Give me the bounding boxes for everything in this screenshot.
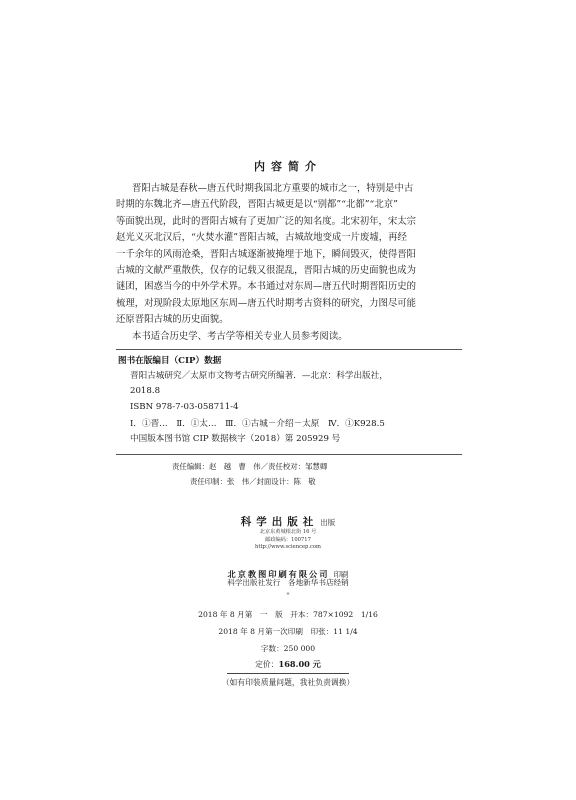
cip-line: 晋阳古城研究／太原市文物考古研究所编著．—北京：科学出版社，	[130, 371, 388, 382]
cip-block	[116, 354, 462, 447]
summary-line: 等面貌出现，此时的晋阳古城有了更加广泛的知名度。北宋初年，宋太宗	[116, 215, 417, 227]
price-underline	[227, 673, 349, 674]
publisher-address: 北京东黄城根北街 16 号	[259, 529, 317, 535]
summary-line: 一千余年的风雨沧桑，晋阳古城逐渐被掩埋于地下，瞬间毁灭，使得晋阳	[116, 248, 417, 260]
quality-notice: （如有印装质量问题，我社负责调换）	[221, 678, 355, 687]
summary-line: 时期的东魏北齐—唐五代阶段，晋阳古城更是以“别都”“北都”“北京”	[116, 199, 398, 211]
publisher-block	[0, 510, 576, 529]
summary-audience: 本书适合历史学、考古学等相关专业人员参考阅读。	[132, 330, 348, 342]
cip-heading: 图书在版编目（CIP）数据	[118, 356, 222, 366]
publisher-postcode: 邮政编码：100717	[265, 537, 311, 543]
cip-isbn: ISBN 978-7-03-058711-4	[130, 401, 239, 412]
summary-line: 谜团，困惑当今的中外学术界。本书通过对东周—唐五代时期晋阳历史的	[116, 281, 417, 293]
wordcount: 字数：250 000	[260, 644, 316, 653]
distribution: 科学出版社发行 各地新华书店经销	[227, 578, 349, 587]
price-value: 168.00 元	[278, 659, 321, 669]
printer-name: 北京教图印刷有限公司	[227, 569, 330, 579]
staff-line: 责任印制：张 伟／封面设计：陈 敬	[190, 477, 316, 486]
cip-record: 中国版本图书馆 CIP 数据核字（2018）第 205929 号	[130, 433, 341, 444]
printer-suffix: 印刷	[333, 570, 349, 579]
summary-line: 赵光义灭北汉后，“火焚水灌”晋阳古城，古城故地变成一片废墟，再经	[116, 232, 407, 244]
publisher-name: 科学出版社	[240, 516, 319, 528]
price-line	[0, 659, 576, 670]
summary-line: 梳理，对现阶段太原地区东周—唐五代时期考古资料的研究，力图尽可能	[116, 297, 417, 309]
summary-line: 晋阳古城是春秋—唐五代时期我国北方重要的城市之一，特别是中古	[132, 183, 414, 194]
cip-line: 2018.8	[130, 386, 161, 397]
separator-star: *	[286, 592, 290, 599]
publisher-suffix: 出版	[320, 518, 336, 527]
cip-classification: Ⅰ．①晋… Ⅱ．①太… Ⅲ．①古城－介绍－太原 Ⅳ．①K928.5	[130, 418, 385, 429]
summary-body	[116, 181, 462, 345]
summary-title: 内容简介	[254, 160, 322, 173]
publisher-website: http://www.sciencep.com	[255, 544, 321, 550]
price-label: 定价：	[255, 660, 279, 669]
divider-cip	[116, 454, 462, 455]
summary-line: 古城的文献严重散佚，仅存的记载又很混乱，晋阳古城的历史面貌也成为	[116, 264, 417, 276]
printing-line: 2018 年 8 月第一次印刷 印张：11 1/4	[218, 627, 358, 636]
divider-top	[116, 349, 462, 350]
staff-line: 责任编辑：赵 越 曹 伟／责任校对：邹慧卿	[172, 462, 328, 471]
edition-line: 2018 年 8 月第 一 版 开本：787×1092 1/16	[198, 610, 378, 619]
summary-line: 还原晋阳古城的历史面貌。	[116, 314, 229, 326]
